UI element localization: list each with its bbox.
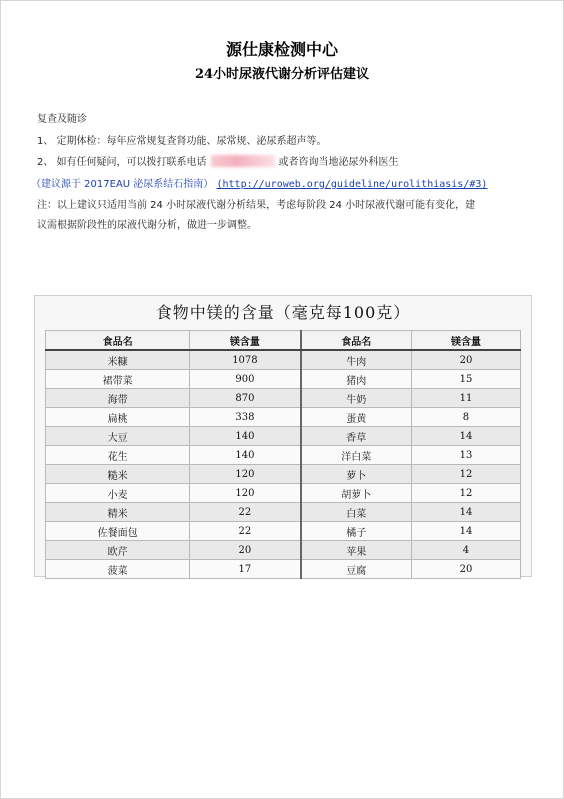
- food-name-cell: 香草: [301, 427, 412, 446]
- table-row: [46, 408, 521, 427]
- food-name-cell: 裙带菜: [46, 370, 190, 389]
- magnesium-value-cell: 140: [190, 427, 301, 446]
- food-name-cell: 小麦: [46, 484, 190, 503]
- food-name-cell: 苹果: [301, 541, 412, 560]
- magnesium-value-cell: 4: [411, 541, 520, 560]
- food-name-cell: 蛋黄: [301, 408, 412, 427]
- food-name-cell: 扁桃: [46, 408, 190, 427]
- col-header-mg: 镁含量: [190, 331, 301, 351]
- food-name-cell: 花生: [46, 446, 190, 465]
- magnesium-value-cell: 20: [190, 541, 301, 560]
- food-name-cell: 猪肉: [301, 370, 412, 389]
- magnesium-value-cell: 14: [411, 427, 520, 446]
- magnesium-value-cell: 22: [190, 522, 301, 541]
- food-name-cell: 米糠: [46, 350, 190, 370]
- magnesium-value-cell: 17: [190, 560, 301, 579]
- magnesium-value-cell: 13: [411, 446, 520, 465]
- table-row: [46, 560, 521, 579]
- magnesium-table-image: [34, 295, 532, 577]
- food-name-cell: 豆腐: [301, 560, 412, 579]
- food-name-cell: 牛奶: [301, 389, 412, 408]
- magnesium-value-cell: 120: [190, 465, 301, 484]
- table-row: [46, 503, 521, 522]
- magnesium-value-cell: 15: [411, 370, 520, 389]
- guideline-link[interactable]: (http://uroweb.org/guideline/urolithiasis/#3): [216, 179, 488, 190]
- note-line-1: 注：以上建议只适用当前 24 小时尿液代谢分析结果，考虑每阶段 24 小时尿液代谢可能有变化，建: [37, 200, 476, 211]
- table-row: [46, 465, 521, 484]
- followup-item-1: 1、 定期体检：每年应常规复查肾功能、尿常规、泌尿系超声等。: [37, 136, 327, 147]
- food-name-cell: 牛肉: [301, 350, 412, 370]
- food-name-cell: 佐餐面包: [46, 522, 190, 541]
- table-row: [46, 541, 521, 560]
- food-name-cell: 海带: [46, 389, 190, 408]
- col-header-food: 食品名: [46, 331, 190, 351]
- magnesium-value-cell: 20: [411, 560, 520, 579]
- redacted-phone: [211, 155, 275, 167]
- food-name-cell: 欧芹: [46, 541, 190, 560]
- magnesium-value-cell: 20: [411, 350, 520, 370]
- followup-item-2: [37, 153, 399, 168]
- guideline-source-label: （建议源于 2017EAU 泌尿系结石指南）: [31, 179, 214, 190]
- table-row: [46, 389, 521, 408]
- food-name-cell: 胡萝卜: [301, 484, 412, 503]
- magnesium-value-cell: 11: [411, 389, 520, 408]
- table-row: [46, 522, 521, 541]
- magnesium-value-cell: 120: [190, 484, 301, 503]
- magnesium-value-cell: 22: [190, 503, 301, 522]
- page-subtitle: 24小时尿液代谢分析评估建议: [194, 67, 370, 82]
- magnesium-value-cell: 14: [411, 503, 520, 522]
- col-header-food: 食品名: [301, 331, 412, 351]
- followup-item-2-text: 2、 如有任何疑问，可以拨打联系电话: [37, 157, 207, 168]
- magnesium-value-cell: 8: [411, 408, 520, 427]
- food-name-cell: 萝卜: [301, 465, 412, 484]
- note-line-2: 议需根据阶段性的尿液代谢分析，做进一步调整。: [37, 220, 257, 231]
- magnesium-value-cell: 140: [190, 446, 301, 465]
- magnesium-value-cell: 900: [190, 370, 301, 389]
- magnesium-table: [45, 330, 521, 579]
- food-name-cell: 橘子: [301, 522, 412, 541]
- followup-heading: 复查及随诊: [37, 114, 87, 125]
- followup-item-2-tail: 或者咨询当地泌尿外科医生: [278, 157, 399, 168]
- magnesium-value-cell: 338: [190, 408, 301, 427]
- food-name-cell: 精米: [46, 503, 190, 522]
- table-header-row: [46, 331, 521, 351]
- magnesium-value-cell: 12: [411, 484, 520, 503]
- food-name-cell: 大豆: [46, 427, 190, 446]
- table-row: [46, 350, 521, 370]
- magnesium-value-cell: 1078: [190, 350, 301, 370]
- magnesium-table-title: 食物中镁的含量（毫克每100克）: [155, 303, 411, 322]
- table-row: [46, 446, 521, 465]
- food-name-cell: 菠菜: [46, 560, 190, 579]
- magnesium-value-cell: 870: [190, 389, 301, 408]
- table-row: [46, 484, 521, 503]
- guideline-source: [31, 175, 487, 190]
- table-row: [46, 427, 521, 446]
- food-name-cell: 洋白菜: [301, 446, 412, 465]
- table-row: [46, 370, 521, 389]
- col-header-mg: 镁含量: [411, 331, 520, 351]
- food-name-cell: 糙米: [46, 465, 190, 484]
- magnesium-value-cell: 12: [411, 465, 520, 484]
- page-title: 源仕康检测中心: [225, 40, 338, 59]
- magnesium-value-cell: 14: [411, 522, 520, 541]
- food-name-cell: 白菜: [301, 503, 412, 522]
